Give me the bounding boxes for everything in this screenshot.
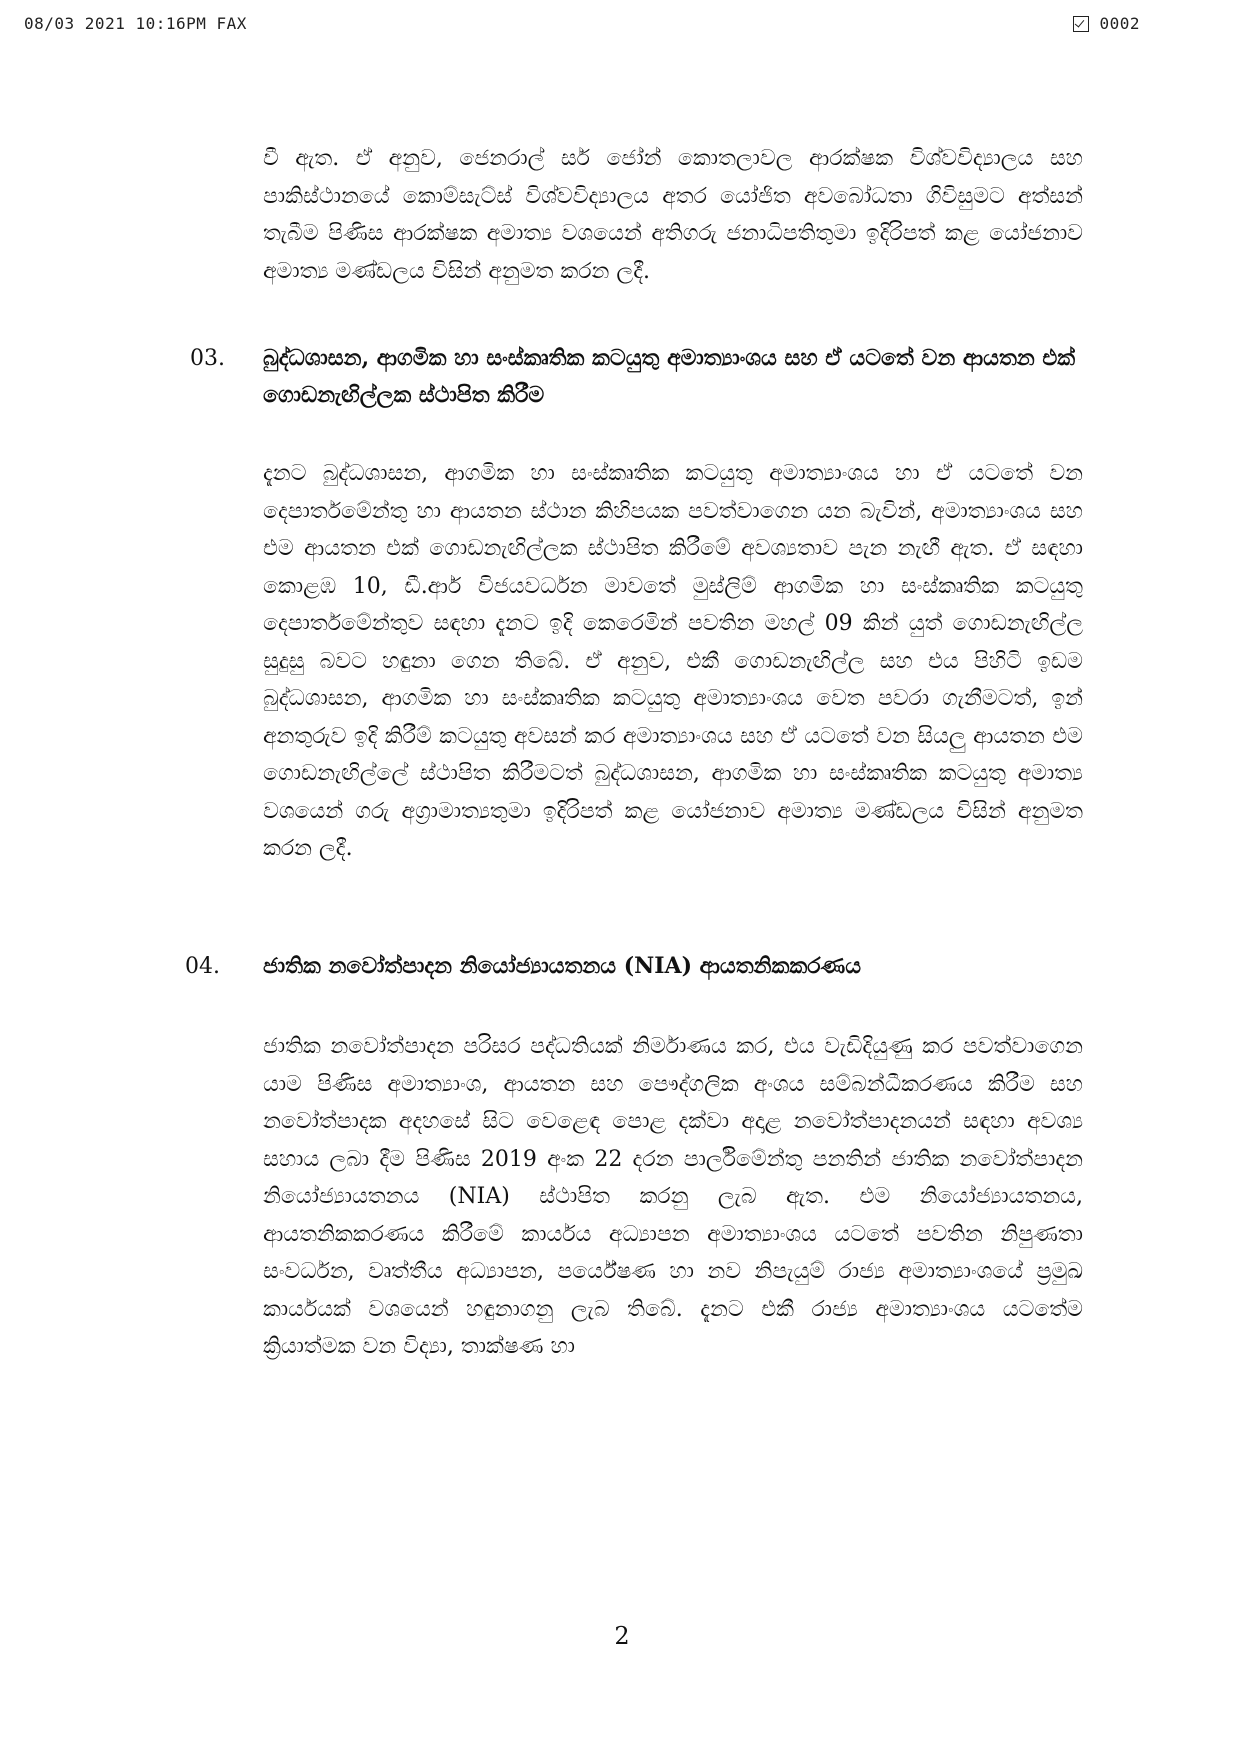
fax-page-code-group <box>1073 14 1140 33</box>
section-title-03: බුද්ධශාසන, ආගමික හා සංස්කෘතික කටයුතු අමාත්‍යාංශය සහ ඒ යටතේ වන ආයතන එක් ගොඩනැඟිල්ලක ස්ථාපිත කිරීම <box>263 345 1076 408</box>
page-number: 2 <box>614 1622 630 1650</box>
section-body-03: දැනට බුද්ධශාසන, ආගමික හා සංස්කෘතික කටයුතු අමාත්‍යාංශය හා ඒ යටතේ වන දෙපාර්තමේන්තු හා ආයතන ස්ථාන කිහිපයක පවත්වාගෙන යන බැවින්, අමාත්‍යාංශය සහ එම ආයතන එක් ගොඩනැඟිල්ලක ස්ථාපිත කිරීමේ අවශ්‍යතාව පැන නැඟී ඇත. ඒ සඳහා කොළඹ 10, ඩී.ආර් විජයවර්ධන මාවතේ මුස්ලිම් ආගමික හා සංස්කෘතික කටයුතු දෙපාර්තමේන්තුව සඳහා දැනට ඉදි කෙරෙමින් පවතින මහල් 09 කින් යුත් ගොඩනැඟිල්ල සුදුසු බවට හඳුනා ගෙන තිබේ. ඒ අනුව, එකී ගොඩනැඟිල්ල සහ එය පිහිටි ඉඩම බුද්ධශාසන, ආගමික හා සංස්කෘතික කටයුතු අමාත්‍යාංශය වෙත පවරා ගැනීමටත්, ඉන් අනතුරුව ඉදි කිරීම් කටයුතු අවසන් කර අමාත්‍යාංශය සහ ඒ යටතේ වන සියලු ආයතන එම ගොඩනැඟිල්ලේ ස්ථාපිත කිරීමටත් බුද්ධශාසන, ආගමික හා සංස්කෘතික කටයුතු අමාත්‍ය වශයෙන් ගරු අග්‍රාමාත්‍යතුමා ඉදිරිපත් කළ යෝජනාව අමාත්‍ය මණ්ඩලය විසින් අනුමත කරන ලදී. <box>263 461 1083 861</box>
section-body-04: ජාතික නවෝත්පාදන පරිසර පද්ධතියක් නිර්මාණය කර, එය වැඩිදියුණු කර පවත්වාගෙන යාම පිණිස අමාත්‍යාංශ, ආයතන සහ පෞද්ගලික අංශය සම්බන්ධීකරණය කිරීම සහ නවෝත්පාදක අදහසේ සිට වෙළෙඳ පොළ දක්වා අදාළ නවෝත්පාදනයන් සඳහා අවශ්‍ය සහාය ලබා දීම පිණිස 2019 අංක 22 දරන පාර්ලිමේන්තු පනතින් ජාතික නවෝත්පාදන නියෝජ්‍යායතනය (NIA) ස්ථාපිත කරනු ලැබ ඇත. එම නියෝජ්‍යායතනය, ආයතනිකකරණය කිරීමේ කාර්යය අධ්‍යාපන අමාත්‍යාංශය යටතේ පවතින නිපුණතා සංවර්ධන, වෘත්තීය අධ්‍යාපන, පර්යේෂණ හා නව නිපැයුම් රාජ්‍ය අමාත්‍යාංශයේ ප්‍රමුඛ කාර්යයක් වශයෙන් හඳුනාගනු ලැබ තිබේ. දැනට එකී රාජ්‍ය අමාත්‍යාංශය යටතේම ක්‍රියාත්මක වන විද්‍යා, තාක්ෂණ හා <box>263 1034 1083 1359</box>
section-number-03: 03. <box>190 346 225 371</box>
fax-header <box>24 14 1220 38</box>
checkbox-icon <box>1073 16 1089 32</box>
section-number-04: 04. <box>185 954 220 979</box>
section-title-04: ජාතික නවෝත්පාදන නියෝජ්‍යායතනය (NIA) ආයතනිකකරණය <box>263 953 862 979</box>
intro-paragraph: වී ඇත. ඒ අනුව, ජෙනරාල් සර් ජෝන් කොතලාවල ආරක්ෂක විශ්වවිද්‍යාලය සහ පාකිස්ථානයේ කොම්සැට්ස් විශ්වවිද්‍යාලය අතර යෝජිත අවබෝධතා ගිවිසුමට අත්සන් තැබීම පිණිස ආරක්ෂක අමාත්‍ය වශයෙන් අතිගරු ජනාධිපතිතුමා ඉදිරිපත් කළ යෝජනාව අමාත්‍ය මණ්ඩලය විසින් අනුමත කරන ලදී. <box>263 146 1083 284</box>
fax-timestamp: 08/03 2021 10:16PM FAX <box>24 14 247 33</box>
fax-page-code: 0002 <box>1099 14 1140 33</box>
